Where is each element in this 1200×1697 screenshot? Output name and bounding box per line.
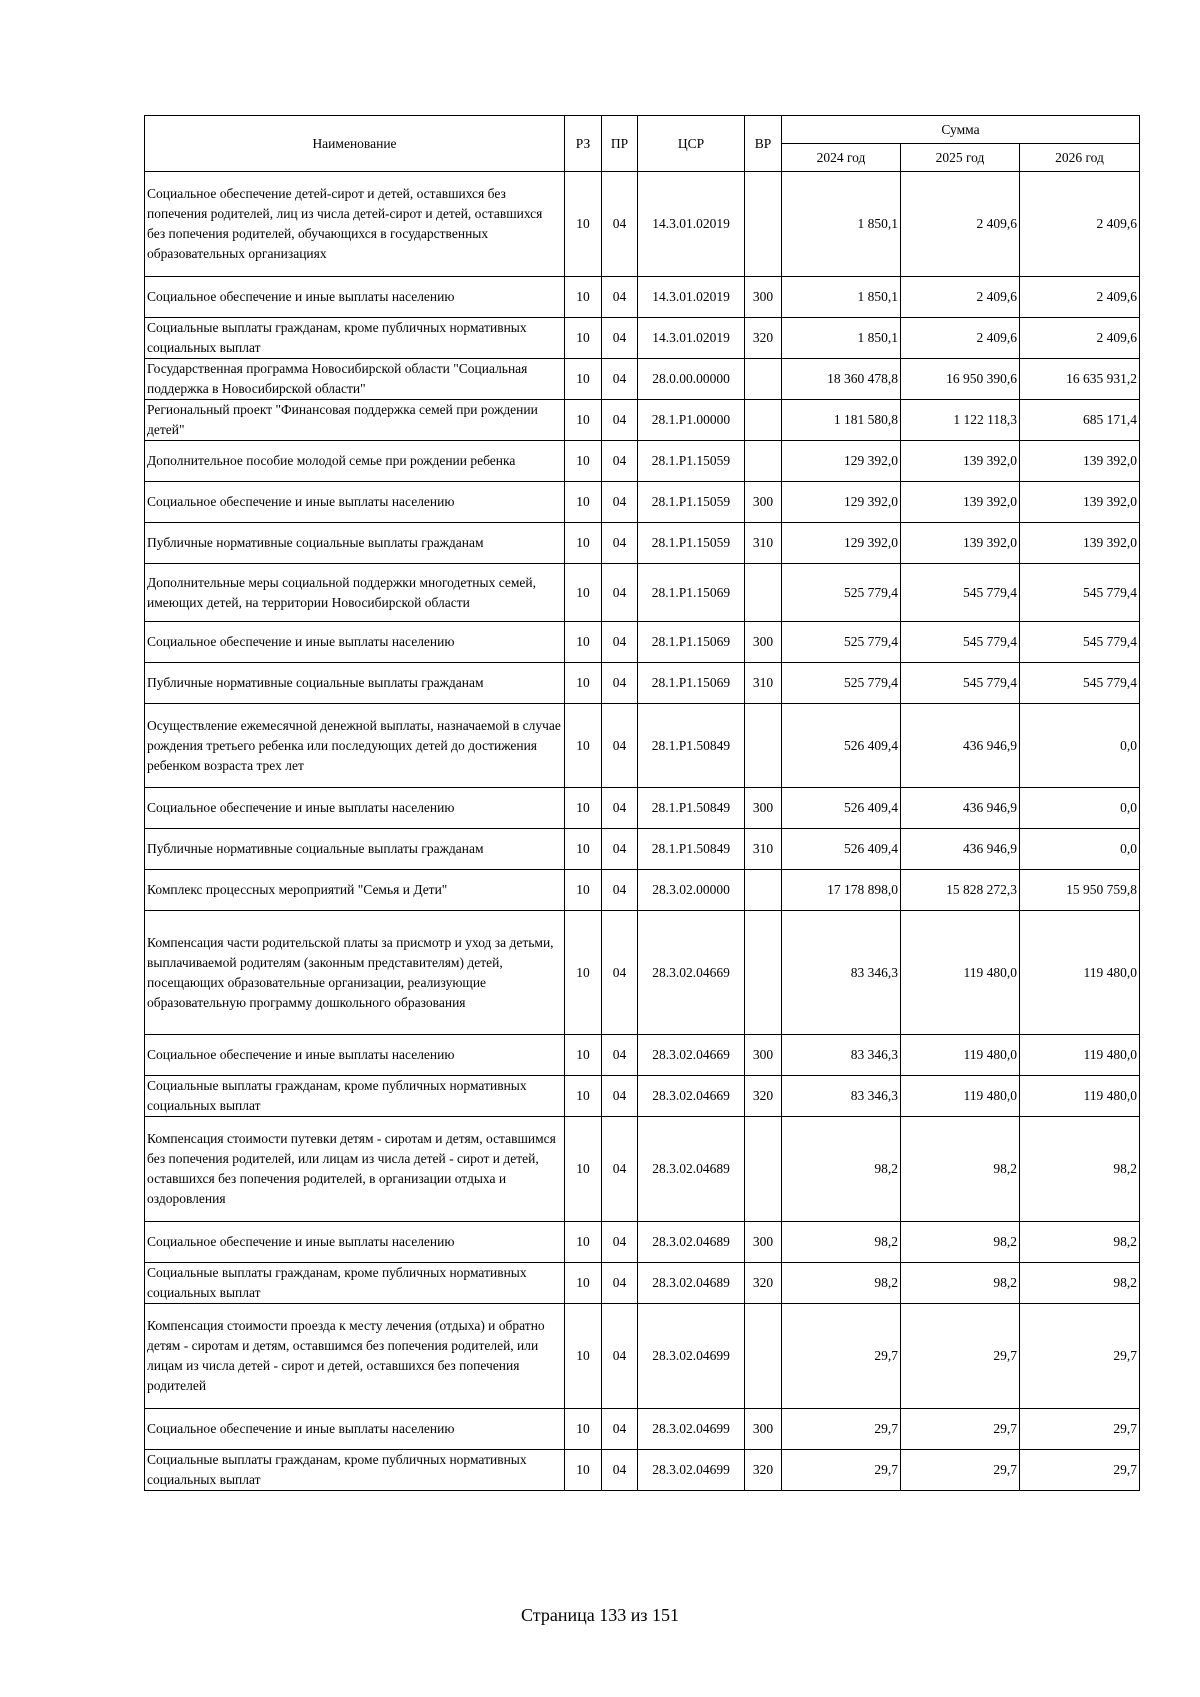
cell-vr: 300: [745, 482, 782, 523]
cell-pr: 04: [602, 1076, 638, 1117]
cell-2025: 29,7: [901, 1409, 1020, 1450]
header-sum: Сумма: [782, 116, 1140, 144]
cell-2025: 119 480,0: [901, 1076, 1020, 1117]
cell-2025: 2 409,6: [901, 318, 1020, 359]
cell-2026: 119 480,0: [1020, 1035, 1140, 1076]
cell-csr: 28.1.P1.50849: [638, 829, 745, 870]
table-row: [145, 1076, 1140, 1117]
cell-rz: 10: [565, 1409, 602, 1450]
cell-pr: 04: [602, 1117, 638, 1222]
cell-2024: 1 850,1: [782, 277, 901, 318]
cell-2024: 129 392,0: [782, 482, 901, 523]
cell-2024: 17 178 898,0: [782, 870, 901, 911]
cell-2025: 139 392,0: [901, 441, 1020, 482]
cell-pr: 04: [602, 523, 638, 564]
cell-name: Социальное обеспечение и иные выплаты населению: [145, 1409, 565, 1450]
cell-rz: 10: [565, 663, 602, 704]
table-row: [145, 704, 1140, 788]
cell-2025: 29,7: [901, 1304, 1020, 1409]
cell-2024: 98,2: [782, 1222, 901, 1263]
cell-csr: 28.3.02.04669: [638, 1076, 745, 1117]
cell-pr: 04: [602, 870, 638, 911]
header-year-2026: 2026 год: [1020, 144, 1140, 172]
cell-pr: 04: [602, 788, 638, 829]
table-row: [145, 1263, 1140, 1304]
cell-rz: 10: [565, 1304, 602, 1409]
cell-csr: 28.1.P1.15069: [638, 622, 745, 663]
table-row: [145, 1304, 1140, 1409]
cell-vr: [745, 441, 782, 482]
cell-name: Компенсация части родительской платы за присмотр и уход за детьми, выплачиваемой родителям (законным представителям) детей, посещающих образовательные организации, реализующие образовательную программу дошкольного образования: [145, 911, 565, 1035]
table-row: [145, 911, 1140, 1035]
table-row: [145, 1409, 1140, 1450]
cell-vr: 320: [745, 1076, 782, 1117]
cell-name: Компенсация стоимости путевки детям - сиротам и детям, оставшимся без попечения родителей, или лицам из числа детей - сирот и детей, оставшихся без попечения родителей, в организации отдыха и оздоровления: [145, 1117, 565, 1222]
cell-name: Государственная программа Новосибирской области "Социальная поддержка в Новосибирской области": [145, 359, 565, 400]
cell-csr: 28.3.02.04699: [638, 1304, 745, 1409]
cell-csr: 28.1.P1.00000: [638, 400, 745, 441]
cell-2026: 685 171,4: [1020, 400, 1140, 441]
cell-vr: [745, 704, 782, 788]
cell-2024: 98,2: [782, 1117, 901, 1222]
cell-csr: 28.0.00.00000: [638, 359, 745, 400]
cell-2024: 29,7: [782, 1304, 901, 1409]
cell-rz: 10: [565, 704, 602, 788]
cell-2025: 545 779,4: [901, 564, 1020, 622]
cell-pr: 04: [602, 911, 638, 1035]
cell-2025: 16 950 390,6: [901, 359, 1020, 400]
cell-2025: 29,7: [901, 1450, 1020, 1491]
cell-name: Публичные нормативные социальные выплаты гражданам: [145, 663, 565, 704]
cell-vr: 310: [745, 829, 782, 870]
cell-2024: 83 346,3: [782, 1076, 901, 1117]
cell-vr: [745, 400, 782, 441]
cell-vr: [745, 359, 782, 400]
cell-pr: 04: [602, 1450, 638, 1491]
cell-2025: 119 480,0: [901, 911, 1020, 1035]
cell-2024: 29,7: [782, 1450, 901, 1491]
cell-2026: 98,2: [1020, 1263, 1140, 1304]
cell-name: Социальные выплаты гражданам, кроме публичных нормативных социальных выплат: [145, 1450, 565, 1491]
cell-name: Социальное обеспечение детей-сирот и детей, оставшихся без попечения родителей, лиц из числа детей-сирот и детей, оставшихся без попечения родителей, обучающихся в государственных образовательных организациях: [145, 172, 565, 277]
cell-vr: 310: [745, 523, 782, 564]
cell-2024: 83 346,3: [782, 1035, 901, 1076]
cell-2026: 29,7: [1020, 1450, 1140, 1491]
table-row: [145, 1035, 1140, 1076]
cell-rz: 10: [565, 172, 602, 277]
cell-2025: 139 392,0: [901, 523, 1020, 564]
cell-vr: [745, 564, 782, 622]
cell-name: Социальное обеспечение и иные выплаты населению: [145, 1222, 565, 1263]
cell-pr: 04: [602, 1409, 638, 1450]
cell-name: Региональный проект "Финансовая поддержка семей при рождении детей": [145, 400, 565, 441]
cell-vr: 320: [745, 318, 782, 359]
cell-rz: 10: [565, 1035, 602, 1076]
cell-csr: 28.3.02.04689: [638, 1117, 745, 1222]
table-row: [145, 400, 1140, 441]
table-row: [145, 441, 1140, 482]
cell-2025: 1 122 118,3: [901, 400, 1020, 441]
cell-2026: 15 950 759,8: [1020, 870, 1140, 911]
table-row: [145, 172, 1140, 277]
cell-2026: 139 392,0: [1020, 441, 1140, 482]
cell-vr: 310: [745, 663, 782, 704]
table-row: [145, 870, 1140, 911]
cell-name: Дополнительные меры социальной поддержки многодетных семей, имеющих детей, на территории Новосибирской области: [145, 564, 565, 622]
cell-pr: 04: [602, 277, 638, 318]
cell-2024: 98,2: [782, 1263, 901, 1304]
header-year-2025: 2025 год: [901, 144, 1020, 172]
cell-rz: 10: [565, 1450, 602, 1491]
cell-vr: 320: [745, 1263, 782, 1304]
cell-2026: 2 409,6: [1020, 277, 1140, 318]
cell-pr: 04: [602, 704, 638, 788]
cell-name: Публичные нормативные социальные выплаты гражданам: [145, 829, 565, 870]
cell-rz: 10: [565, 870, 602, 911]
cell-2026: 29,7: [1020, 1304, 1140, 1409]
cell-rz: 10: [565, 277, 602, 318]
table-row: [145, 359, 1140, 400]
cell-rz: 10: [565, 441, 602, 482]
table-row: [145, 564, 1140, 622]
cell-csr: 14.3.01.02019: [638, 318, 745, 359]
cell-name: Публичные нормативные социальные выплаты гражданам: [145, 523, 565, 564]
cell-2025: 436 946,9: [901, 704, 1020, 788]
cell-csr: 28.1.P1.15069: [638, 663, 745, 704]
cell-csr: 28.1.P1.15059: [638, 441, 745, 482]
cell-2024: 1 850,1: [782, 172, 901, 277]
cell-2025: 15 828 272,3: [901, 870, 1020, 911]
cell-rz: 10: [565, 523, 602, 564]
cell-2024: 29,7: [782, 1409, 901, 1450]
cell-pr: 04: [602, 1304, 638, 1409]
cell-vr: [745, 1117, 782, 1222]
table-row: [145, 829, 1140, 870]
table-row: [145, 622, 1140, 663]
cell-csr: 28.1.P1.50849: [638, 788, 745, 829]
cell-2026: 545 779,4: [1020, 663, 1140, 704]
cell-vr: [745, 172, 782, 277]
cell-pr: 04: [602, 482, 638, 523]
cell-2026: 0,0: [1020, 788, 1140, 829]
header-row-top: [145, 116, 1140, 144]
cell-rz: 10: [565, 1076, 602, 1117]
cell-vr: 300: [745, 277, 782, 318]
cell-csr: 28.3.02.04699: [638, 1409, 745, 1450]
header-name: Наименование: [145, 116, 565, 172]
cell-vr: [745, 870, 782, 911]
cell-vr: [745, 911, 782, 1035]
cell-2025: 98,2: [901, 1222, 1020, 1263]
cell-rz: 10: [565, 622, 602, 663]
cell-name: Дополнительное пособие молодой семье при рождении ребенка: [145, 441, 565, 482]
cell-2026: 545 779,4: [1020, 622, 1140, 663]
cell-2025: 436 946,9: [901, 788, 1020, 829]
cell-vr: 300: [745, 1035, 782, 1076]
budget-table: [144, 115, 1140, 1491]
cell-2026: 2 409,6: [1020, 318, 1140, 359]
cell-2026: 98,2: [1020, 1222, 1140, 1263]
cell-vr: [745, 1304, 782, 1409]
cell-rz: 10: [565, 1263, 602, 1304]
cell-pr: 04: [602, 1263, 638, 1304]
cell-2024: 525 779,4: [782, 564, 901, 622]
cell-rz: 10: [565, 911, 602, 1035]
table-row: [145, 523, 1140, 564]
cell-2025: 139 392,0: [901, 482, 1020, 523]
cell-2024: 129 392,0: [782, 523, 901, 564]
cell-pr: 04: [602, 1222, 638, 1263]
cell-2025: 2 409,6: [901, 172, 1020, 277]
cell-2026: 139 392,0: [1020, 523, 1140, 564]
table-row: [145, 318, 1140, 359]
cell-2026: 98,2: [1020, 1117, 1140, 1222]
cell-2026: 0,0: [1020, 829, 1140, 870]
cell-csr: 14.3.01.02019: [638, 172, 745, 277]
cell-2024: 1 850,1: [782, 318, 901, 359]
cell-csr: 28.3.02.04669: [638, 1035, 745, 1076]
cell-csr: 28.3.02.04699: [638, 1450, 745, 1491]
cell-csr: 14.3.01.02019: [638, 277, 745, 318]
header-csr: ЦСР: [638, 116, 745, 172]
cell-pr: 04: [602, 318, 638, 359]
cell-name: Социальные выплаты гражданам, кроме публичных нормативных социальных выплат: [145, 1076, 565, 1117]
cell-pr: 04: [602, 172, 638, 277]
cell-2026: 545 779,4: [1020, 564, 1140, 622]
cell-pr: 04: [602, 622, 638, 663]
cell-rz: 10: [565, 1117, 602, 1222]
cell-2026: 139 392,0: [1020, 482, 1140, 523]
cell-name: Компенсация стоимости проезда к месту лечения (отдыха) и обратно детям - сиротам и детям, оставшимся без попечения родителей, или лицам из числа детей - сирот и детей, оставшихся без попечения родителей: [145, 1304, 565, 1409]
cell-2025: 2 409,6: [901, 277, 1020, 318]
table-row: [145, 1117, 1140, 1222]
cell-name: Социальные выплаты гражданам, кроме публичных нормативных социальных выплат: [145, 1263, 565, 1304]
table-row: [145, 1222, 1140, 1263]
table-body: [145, 172, 1140, 1491]
cell-2026: 16 635 931,2: [1020, 359, 1140, 400]
cell-2024: 83 346,3: [782, 911, 901, 1035]
cell-vr: 300: [745, 622, 782, 663]
cell-2024: 129 392,0: [782, 441, 901, 482]
cell-name: Осуществление ежемесячной денежной выплаты, назначаемой в случае рождения третьего ребенка или последующих детей до достижения ребенком возраста трех лет: [145, 704, 565, 788]
cell-pr: 04: [602, 663, 638, 704]
cell-name: Социальное обеспечение и иные выплаты населению: [145, 788, 565, 829]
page-number: Страница 133 из 151: [521, 1605, 679, 1625]
header-year-2024: 2024 год: [782, 144, 901, 172]
cell-name: Комплекс процессных мероприятий "Семья и Дети": [145, 870, 565, 911]
cell-pr: 04: [602, 564, 638, 622]
cell-2025: 98,2: [901, 1263, 1020, 1304]
cell-name: Социальное обеспечение и иные выплаты населению: [145, 482, 565, 523]
cell-csr: 28.1.P1.15059: [638, 523, 745, 564]
cell-2024: 525 779,4: [782, 663, 901, 704]
cell-csr: 28.3.02.04689: [638, 1263, 745, 1304]
cell-name: Социальное обеспечение и иные выплаты населению: [145, 622, 565, 663]
cell-2026: 119 480,0: [1020, 911, 1140, 1035]
cell-2026: 2 409,6: [1020, 172, 1140, 277]
cell-vr: 300: [745, 788, 782, 829]
cell-csr: 28.3.02.04689: [638, 1222, 745, 1263]
cell-vr: 320: [745, 1450, 782, 1491]
cell-name: Социальные выплаты гражданам, кроме публичных нормативных социальных выплат: [145, 318, 565, 359]
cell-2025: 119 480,0: [901, 1035, 1020, 1076]
cell-2025: 545 779,4: [901, 622, 1020, 663]
cell-rz: 10: [565, 318, 602, 359]
cell-2024: 526 409,4: [782, 829, 901, 870]
cell-csr: 28.1.P1.50849: [638, 704, 745, 788]
cell-rz: 10: [565, 400, 602, 441]
cell-2024: 1 181 580,8: [782, 400, 901, 441]
cell-pr: 04: [602, 359, 638, 400]
header-vr: ВР: [745, 116, 782, 172]
table-row: [145, 663, 1140, 704]
header-pr: ПР: [602, 116, 638, 172]
table-row: [145, 788, 1140, 829]
cell-2024: 525 779,4: [782, 622, 901, 663]
cell-vr: 300: [745, 1409, 782, 1450]
cell-name: Социальное обеспечение и иные выплаты населению: [145, 1035, 565, 1076]
cell-csr: 28.1.P1.15059: [638, 482, 745, 523]
table-row: [145, 277, 1140, 318]
cell-2024: 526 409,4: [782, 788, 901, 829]
cell-csr: 28.1.P1.15069: [638, 564, 745, 622]
cell-pr: 04: [602, 829, 638, 870]
cell-2024: 526 409,4: [782, 704, 901, 788]
cell-2026: 29,7: [1020, 1409, 1140, 1450]
cell-2026: 119 480,0: [1020, 1076, 1140, 1117]
cell-rz: 10: [565, 482, 602, 523]
table-row: [145, 1450, 1140, 1491]
cell-rz: 10: [565, 788, 602, 829]
cell-csr: 28.3.02.04669: [638, 911, 745, 1035]
cell-2026: 0,0: [1020, 704, 1140, 788]
cell-rz: 10: [565, 1222, 602, 1263]
cell-rz: 10: [565, 359, 602, 400]
cell-2025: 545 779,4: [901, 663, 1020, 704]
cell-pr: 04: [602, 1035, 638, 1076]
cell-2025: 436 946,9: [901, 829, 1020, 870]
cell-csr: 28.3.02.00000: [638, 870, 745, 911]
cell-pr: 04: [602, 441, 638, 482]
cell-pr: 04: [602, 400, 638, 441]
cell-rz: 10: [565, 829, 602, 870]
cell-vr: 300: [745, 1222, 782, 1263]
cell-name: Социальное обеспечение и иные выплаты населению: [145, 277, 565, 318]
cell-2024: 18 360 478,8: [782, 359, 901, 400]
header-rz: РЗ: [565, 116, 602, 172]
table-row: [145, 482, 1140, 523]
cell-2025: 98,2: [901, 1117, 1020, 1222]
cell-rz: 10: [565, 564, 602, 622]
